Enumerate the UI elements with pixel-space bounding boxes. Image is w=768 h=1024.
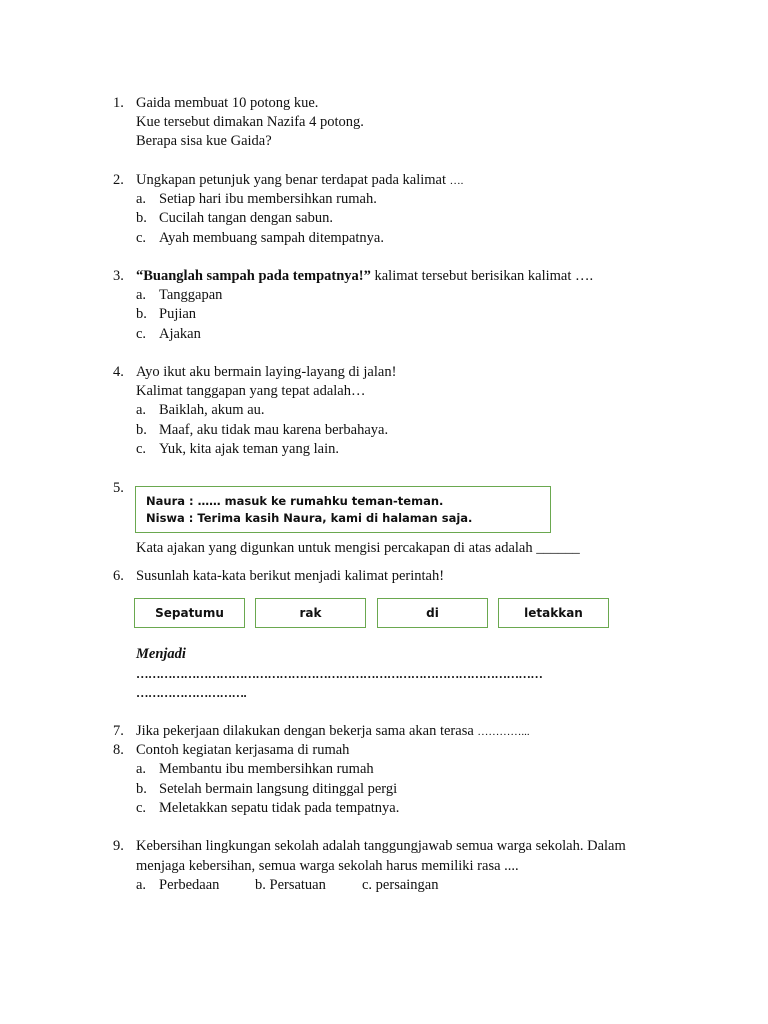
- q9-option-a-letter: a.: [136, 877, 147, 893]
- q2-option-c-text: Ayah membuang sampah ditempatnya.: [159, 230, 384, 246]
- q6-menjadi-label: [136, 645, 186, 663]
- q2-stem-text: Ungkapan petunjuk yang benar terdapat pada kalimat: [136, 172, 447, 188]
- q9-line-1: Kebersihan lingkungan sekolah adalah tanggungjawab semua warga sekolah. Dalam: [136, 838, 626, 854]
- q6-word-box-2: rak: [255, 598, 366, 628]
- q6-number: 6.: [113, 568, 124, 584]
- q2-option-a-text: Setiap hari ibu membersihkan rumah.: [159, 191, 377, 207]
- q5-dialog-box: [135, 486, 551, 533]
- q8-option-b-letter: b.: [136, 781, 147, 797]
- q2-stem-dots: ….: [449, 175, 464, 187]
- q6-menjadi-text: Menjadi: [136, 646, 186, 662]
- q3-option-a-text: Tanggapan: [159, 287, 223, 303]
- q1-number: 1.: [113, 95, 124, 111]
- q7-stem-dots: …………...: [477, 726, 530, 738]
- q2-stem: [136, 171, 463, 190]
- q9-option-c-text: c. persaingan: [362, 877, 439, 893]
- q9-line-2: menjaga kebersihan, semua warga sekolah harus memiliki rasa ....: [136, 858, 519, 874]
- q1-line-1: Gaida membuat 10 potong kue.: [136, 95, 319, 111]
- q9-option-b-text: b. Persatuan: [255, 877, 326, 893]
- q8-option-c-text: Meletakkan sepatu tidak pada tempatnya.: [159, 800, 400, 816]
- q1-line-2: Kue tersebut dimakan Nazifa 4 potong.: [136, 114, 364, 130]
- q6-stem: Susunlah kata-kata berikut menjadi kalimat perintah!: [136, 568, 445, 584]
- q2-number: 2.: [113, 172, 124, 188]
- q8-option-b-text: Setelah bermain langsung ditinggal pergi: [159, 781, 398, 797]
- q2-option-c-letter: c.: [136, 230, 147, 246]
- q4-line-2: Kalimat tanggapan yang tepat adalah…: [136, 383, 366, 399]
- q8-option-c-letter: c.: [136, 800, 147, 816]
- q4-line-1: Ayo ikut aku bermain laying-layang di jalan!: [136, 364, 397, 380]
- q3-option-c-text: Ajakan: [159, 326, 201, 342]
- q6-answer-line-1: …………………………………………………………………………………………: [136, 667, 543, 681]
- q4-number: 4.: [113, 364, 124, 380]
- q7-stem: [136, 722, 530, 741]
- q8-stem: Contoh kegiatan kerjasama di rumah: [136, 742, 350, 758]
- q3-rest: kalimat tersebut berisikan kalimat ….: [370, 268, 594, 284]
- q3-option-b-text: Pujian: [159, 306, 197, 322]
- q7-stem-text: Jika pekerjaan dilakukan dengan bekerja sama akan terasa: [136, 723, 474, 739]
- q5-question: Kata ajakan yang digunkan untuk mengisi percakapan di atas adalah ______: [136, 540, 580, 556]
- q3-option-c-letter: c.: [136, 326, 147, 342]
- q9-number: 9.: [113, 838, 124, 854]
- q9-option-a-text: Perbedaan: [159, 877, 220, 893]
- q3-quote: “Buanglah sampah pada tempatnya!”: [136, 268, 371, 284]
- q3-option-a-letter: a.: [136, 287, 147, 303]
- q4-option-c-letter: c.: [136, 441, 147, 457]
- q4-option-a-letter: a.: [136, 402, 147, 418]
- q1-line-3: Berapa sisa kue Gaida?: [136, 133, 272, 149]
- q5-number: 5.: [113, 480, 124, 496]
- q6-word-box-1: Sepatumu: [134, 598, 245, 628]
- q3-option-b-letter: b.: [136, 306, 147, 322]
- q3-number: 3.: [113, 268, 124, 284]
- q4-option-b-letter: b.: [136, 422, 147, 438]
- q6-word-box-3: di: [377, 598, 488, 628]
- q8-option-a-letter: a.: [136, 761, 147, 777]
- q8-option-a-text: Membantu ibu membersihkan rumah: [159, 761, 374, 777]
- q6-word-box-4: letakkan: [498, 598, 609, 628]
- q2-option-b-letter: b.: [136, 210, 147, 226]
- q6-answer-line-2: ……………………….: [136, 686, 247, 700]
- q2-option-a-letter: a.: [136, 191, 147, 207]
- q7-number: 7.: [113, 723, 124, 739]
- q4-option-c-text: Yuk, kita ajak teman yang lain.: [159, 441, 339, 457]
- q3-stem: [136, 267, 593, 285]
- q5-dialog-line-1: Naura : …… masuk ke rumahku teman-teman.: [146, 494, 444, 508]
- q5-dialog-line-2: Niswa : Terima kasih Naura, kami di halaman saja.: [146, 511, 473, 525]
- q4-option-a-text: Baiklah, akum au.: [159, 402, 265, 418]
- q4-option-b-text: Maaf, aku tidak mau karena berbahaya.: [159, 422, 389, 438]
- q8-number: 8.: [113, 742, 124, 758]
- q2-option-b-text: Cucilah tangan dengan sabun.: [159, 210, 333, 226]
